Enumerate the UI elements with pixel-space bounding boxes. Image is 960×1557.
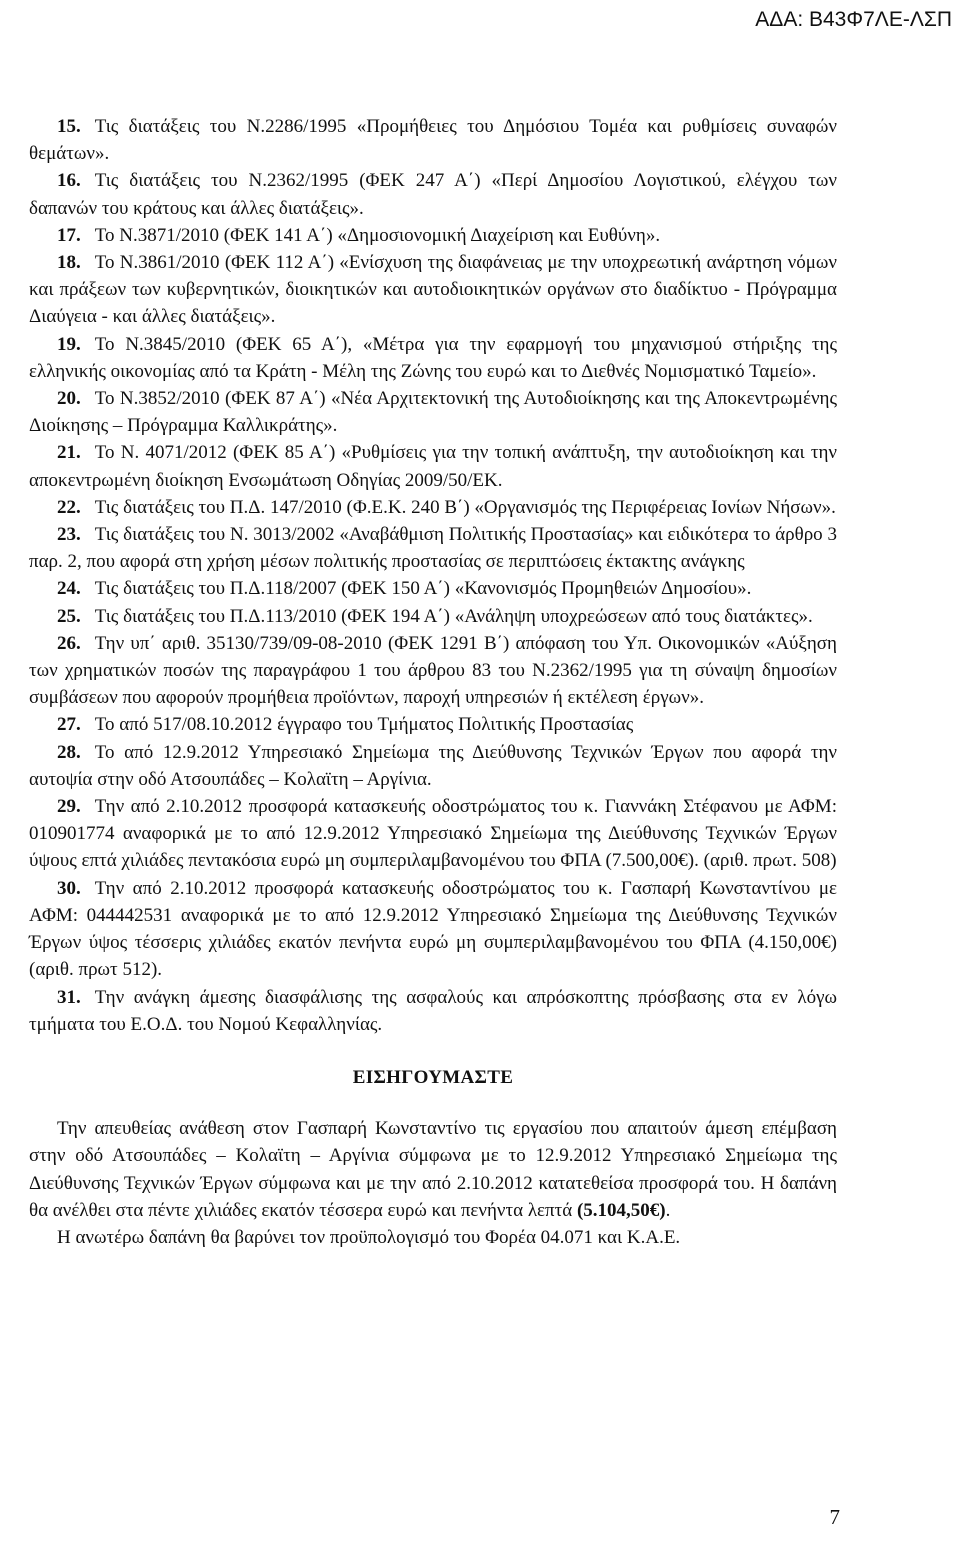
decision-paragraph [29, 1115, 837, 1224]
list-item [29, 222, 837, 249]
list-item-text: Τις διατάξεις του Ν.2286/1995 «Προμήθειες του Δημόσιου Τομέα και ρυθμίσεις συναφών θεμάτων». [29, 116, 837, 165]
list-item [29, 711, 837, 738]
list-item-number: 26. [57, 632, 81, 654]
list-item [29, 984, 837, 1038]
list-item [29, 575, 837, 602]
legal-basis-list [29, 113, 837, 1038]
decision-text: Την απευθείας ανάθεση στον Γασπαρή Κωνσταντίνο τις εργασίου που απαιτούν άμεση επέμβαση στην οδό Ατσουπάδες – Κολαϊτη – Αργίνια σύμφωνα με το 12.9.2012 Υπηρεσιακό Σημείωμα της Διεύθυνσης Τεχνικών Έργων σύμφωνα και με την από 2.10.2012 κατατεθείσα προσφορά του. Η δαπάνη θα ανέλθει στα πέντε χιλιάδες εκατόν τέσσερα ευρώ και πενήντα λεπτά [29, 1118, 837, 1221]
list-item-number: 17. [57, 224, 81, 246]
page-number: 7 [829, 1505, 840, 1529]
list-item-text: Την υπ΄ αριθ. 35130/739/09-08-2010 (ΦΕΚ 1291 Β΄) απόφαση του Υπ. Οικονομικών «Αύξηση των χρηματικών ποσών της παραγράφου 1 του άρθρου 83 του Ν.2362/1995 για τη σύναψη δημοσίων συμβάσεων που αφορούν προμήθεια προϊόντων, παροχή υπηρεσιών ή εκτέλεση έργων». [29, 632, 837, 709]
list-item-text: Την από 2.10.2012 προσφορά κατασκευής οδοστρώματος του κ. Γιαννάκη Στέφανου με ΑΦΜ: 010901774 αναφορικά με το από 12.9.2012 Υπηρεσιακό Σημείωμα της Διεύθυνσης Τεχνικών Έργων ύψους επτά χιλιάδες πεντακόσια ευρώ μη συμπεριλαμβανομένου του ΦΠΑ (7.500,00€). (αριθ. πρωτ. 508) [29, 796, 837, 872]
list-item-number: 27. [57, 714, 81, 736]
list-item-number: 18. [57, 252, 81, 274]
decision-amount: (5.104,50€) [576, 1199, 666, 1221]
list-item [29, 521, 837, 575]
ada-code: ΑΔΑ: Β43Φ7ΛΕ-ΛΣΠ [755, 8, 952, 31]
list-item-text: Το Ν.3871/2010 (ΦΕΚ 141 Α΄) «Δημοσιονομική Διαχείριση και Ευθύνη». [94, 224, 661, 246]
list-item-number: 25. [57, 605, 81, 627]
list-item-number: 29. [57, 796, 81, 818]
list-item-text: Το από 517/08.10.2012 έγγραφο του Τμήματος Πολιτικής Προστασίας [94, 714, 634, 736]
list-item [29, 331, 837, 385]
document-body [29, 113, 837, 1251]
list-item [29, 167, 837, 221]
list-item [29, 113, 837, 167]
list-item-text: Το Ν.3845/2010 (ΦΕΚ 65 Α΄), «Μέτρα για την εφαρμογή του μηχανισμού στήριξης της ελληνικής οικονομίας από τα Κράτη - Μέλη της Ζώνης του ευρώ και το Διεθνές Νομισματικό Ταμείο». [29, 333, 837, 382]
list-item [29, 603, 837, 630]
list-item-text: Το Ν. 4071/2012 (ΦΕΚ 85 Α΄) «Ρυθμίσεις για την τοπική ανάπτυξη, την αυτοδιοίκηση και την αποκεντρωμένη διοίκηση Ενσωμάτωση Οδηγίας 2009/50/ΕΚ. [29, 442, 837, 491]
list-item-number: 15. [57, 116, 81, 137]
list-item [29, 630, 837, 712]
list-item-text: Την από 2.10.2012 προσφορά κατασκευής οδοστρώματος του κ. Γασπαρή Κωνσταντίνου με ΑΦΜ: 044442531 αναφορικά με το από 12.9.2012 Υπηρεσιακό Σημείωμα της Διεύθυνσης Τεχνικών Έργων ύψος τέσσερις χιλιάδες εκατόν πενήντα ευρώ μη συμπεριλαμβανομένου του ΦΠΑ (4.150,00€) (αριθ. πρωτ 512). [29, 877, 837, 981]
list-item [29, 739, 837, 793]
list-item-text: Το Ν.3861/2010 (ΦΕΚ 112 Α΄) «Ενίσχυση της διαφάνειας με την υποχρεωτική ανάρτηση νόμων και πράξεων των κυβερνητικών, διοικητικών και αυτοδιοικητικών οργάνων στο διαδίκτυο - Πρόγραμμα Διαύγεια - και άλλες διατάξεις». [29, 252, 837, 328]
list-item-number: 21. [57, 442, 81, 464]
list-item [29, 875, 837, 984]
list-item-number: 24. [57, 578, 81, 600]
list-item [29, 439, 837, 493]
list-item-text: Το Ν.3852/2010 (ΦΕΚ 87 Α΄) «Νέα Αρχιτεκτονική της Αυτοδιοίκησης και της Αποκεντρωμένης Διοίκησης – Πρόγραμμα Καλλικράτης». [29, 388, 837, 437]
list-item [29, 793, 837, 875]
decision-end: . [665, 1199, 671, 1221]
section-heading: ΕΙΣΗΓΟΥΜΑΣΤΕ [352, 1066, 514, 1088]
list-item-number: 22. [57, 496, 81, 518]
list-item-text: Τις διατάξεις του Π.Δ.113/2010 (ΦΕΚ 194 Α΄) «Ανάληψη υποχρεώσεων από τους διατάκτες». [94, 605, 813, 627]
list-item-number: 30. [57, 877, 81, 899]
list-item [29, 249, 837, 331]
list-item-text: Το από 12.9.2012 Υπηρεσιακό Σημείωμα της Διεύθυνσης Τεχνικών Έργων που αφορά την αυτοψία στην οδό Ατσουπάδες – Κολαϊτη – Αργίνια. [29, 741, 837, 790]
list-item-text: Τις διατάξεις του Π.Δ.118/2007 (ΦΕΚ 150 Α΄) «Κανονισμός Προμηθειών Δημοσίου». [94, 578, 752, 600]
list-item-text: Τις διατάξεις του Ν.2362/1995 (ΦΕΚ 247 Α΄) «Περί Δημοσίου Λογιστικού, ελέγχου των δαπανών του κράτους και άλλες διατάξεις». [29, 170, 837, 219]
list-item-number: 31. [57, 986, 81, 1008]
list-item-text: Τις διατάξεις του Π.Δ. 147/2010 (Φ.Ε.Κ. 240 Β΄) «Οργανισμός της Περιφέρειας Ιονίων Νήσων». [94, 496, 836, 518]
list-item-number: 19. [57, 333, 81, 355]
list-item [29, 385, 837, 439]
budget-paragraph: Η ανωτέρω δαπάνη θα βαρύνει τον προϋπολογισμό του Φορέα 04.071 και Κ.Α.Ε. [57, 1226, 681, 1248]
list-item-number: 28. [57, 741, 81, 763]
list-item-number: 20. [57, 388, 81, 410]
list-item-number: 23. [57, 524, 81, 546]
list-item-number: 16. [57, 170, 81, 192]
list-item-text: Τις διατάξεις του Ν. 3013/2002 «Αναβάθμιση Πολιτικής Προστασίας» και ειδικότερα το άρθρο 3 παρ. 2, που αφορά στη χρήση μέσων πολιτικής προστασίας σε περιπτώσεις έκτακτης ανάγκης [29, 524, 837, 573]
list-item [29, 494, 837, 521]
list-item-text: Την ανάγκη άμεσης διασφάλισης της ασφαλούς και απρόσκοπτης πρόσβασης στα εν λόγω τμήματα του Ε.Ο.Δ. του Νομού Κεφαλληνίας. [29, 986, 837, 1035]
